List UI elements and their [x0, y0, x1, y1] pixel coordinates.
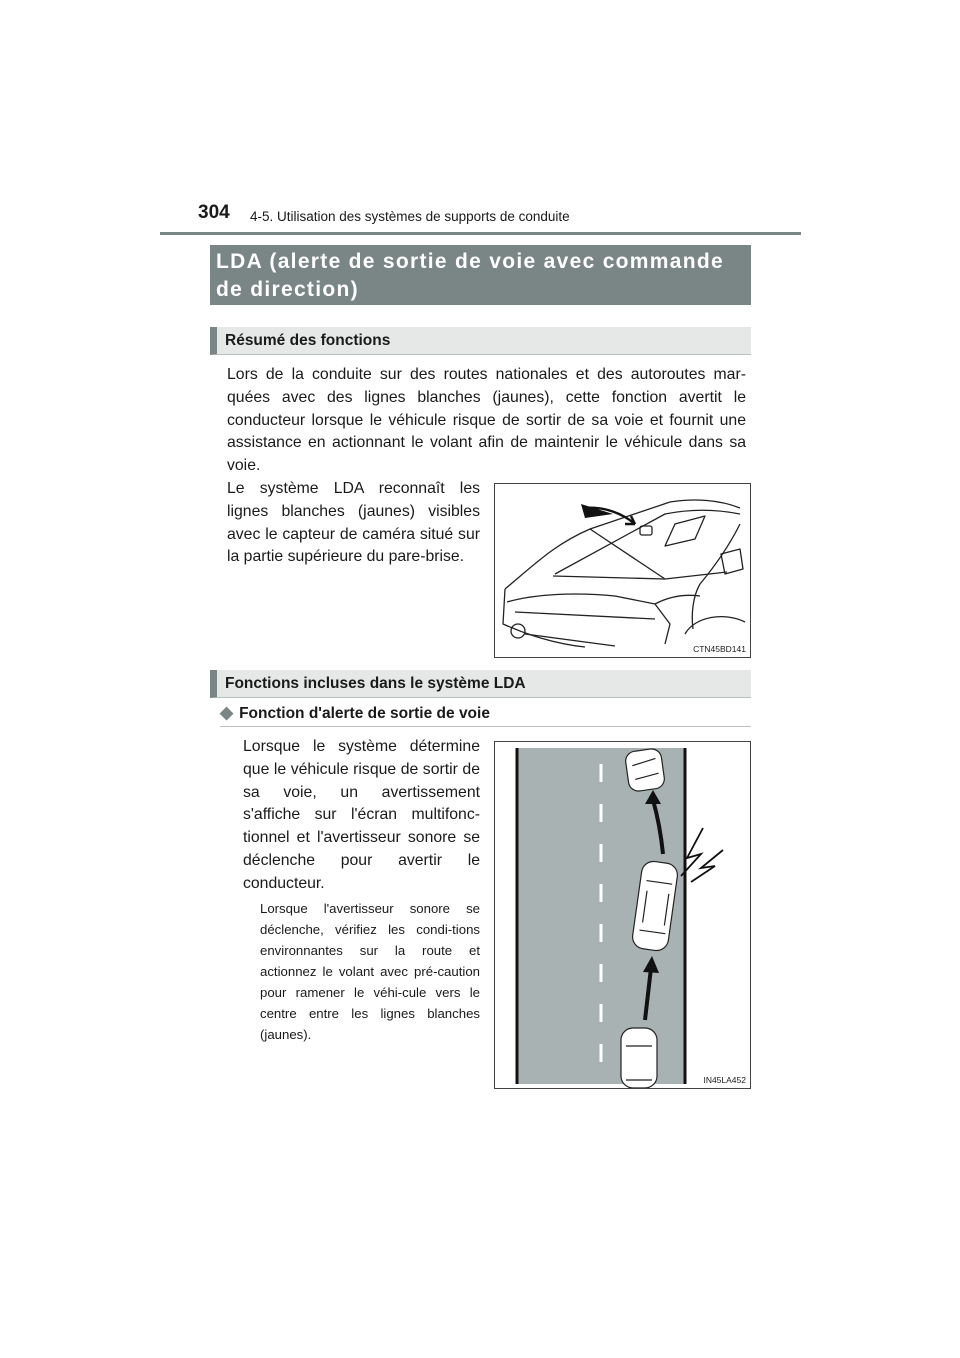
subheading-rule: [220, 726, 751, 727]
header-rule: [160, 232, 801, 235]
road-diagram: [495, 742, 750, 1088]
camera-paragraph: Le système LDA reconnaît les lignes blanches (jaunes) visibles avec le capteur de caméra situé sur la partie supérieure du pare-brise.: [227, 480, 480, 566]
page-title: LDA (alerte de sortie de voie avec commande de direction): [210, 245, 751, 305]
summary-paragraph: Lors de la conduite sur des routes nationales et des autoroutes mar-quées avec des lignes blanches (jaunes), cette fonction avertit le conducteur lorsque le véhicule risque de sortir de sa voie et fournit une assistance en actionnant le volant afin de maintenir le véhicule dans sa voie.: [227, 366, 746, 475]
subheading-lane-departure-alert: [220, 703, 490, 723]
page-number: 304: [198, 202, 230, 223]
section-heading-summary: Résumé des fonctions: [210, 327, 751, 355]
car-front-illustration: [495, 484, 750, 657]
diamond-icon: ◆: [220, 703, 234, 722]
figure-code: IN45LA452: [703, 1075, 746, 1085]
figure-code: CTN45BD141: [693, 644, 746, 654]
lane-departure-paragraph: Lorsque le système détermine que le véhicule risque de sortir de sa voie, un avertissement s'affiche sur l'écran multifonc-tionnel et l'avertisseur sonore se déclenche pour avertir le conducteur.: [243, 738, 480, 892]
windshield-camera-figure: [494, 483, 751, 658]
section-heading-functions: Fonctions incluses dans le système LDA: [210, 670, 751, 698]
subheading-label: Fonction d'alerte de sortie de voie: [239, 705, 490, 722]
lane-departure-figure: [494, 741, 751, 1089]
running-header: 4-5. Utilisation des systèmes de supports de conduite: [250, 209, 570, 224]
lane-departure-note: Lorsque l'avertisseur sonore se déclenche, vérifiez les condi-tions environnantes sur la route et actionnez le volant avec pré-caution pour ramener le véhi-cule vers le centre entre les lignes blanches (jaunes).: [260, 901, 480, 1042]
